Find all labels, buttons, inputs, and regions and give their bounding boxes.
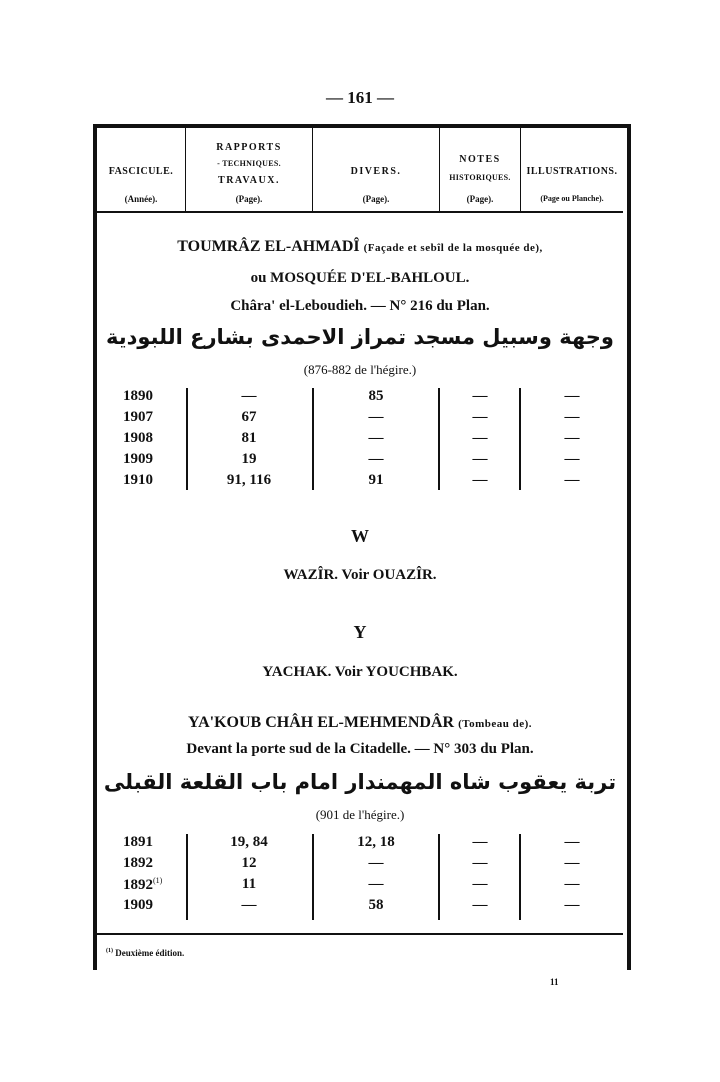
cell-divers: 58 [368,897,384,913]
cell-notes: — [472,430,488,446]
entry1-line3: Châra' el-Leboudieh. — N° 216 du Plan. [230,298,490,314]
header-notes-line2: HISTORIQUES. [449,173,511,182]
signature-mark: 11 [550,977,559,987]
cell-notes: — [472,855,488,871]
cell-tech: 19 [241,451,257,467]
entry1-title-smallcaps: (Façade et sebîl de la mosquée de), [363,242,543,254]
header-illustrations [521,128,623,211]
header-notes-sub: (Page). [466,194,494,204]
section-letter-w: W [351,526,369,546]
section-y-text: YACHAK. Voir YOUCHBAK. [262,664,458,680]
cell-ill: — [564,855,580,871]
entry1-title [97,238,623,256]
header-fascicule-sub: (Année). [124,194,158,204]
cell-notes: — [472,834,488,850]
header-divers-sub: (Page). [362,194,390,204]
cell-year: 1892 [123,855,153,871]
table-row [97,388,623,410]
cell-year: 1909 [123,451,153,467]
table-row [97,451,623,473]
entry2-line2: Devant la porte sud de la Citadelle. — N° 303 du Plan. [186,741,534,757]
footnote-mark: (1) [153,876,163,885]
cell-divers: — [368,876,384,892]
cell-notes: — [472,451,488,467]
cell-notes: — [472,897,488,913]
section-letter-y: Y [353,622,367,642]
cell-divers: 12, 18 [357,834,395,850]
header-illustrations-label: ILLUSTRATIONS. [526,166,618,177]
cell-year: 1910 [123,472,153,488]
cell-notes: — [472,472,488,488]
cell-year: 1908 [123,430,153,446]
header-divers [313,128,439,211]
cell-ill: — [564,388,580,404]
cell-tech: — [241,388,257,404]
entry2-title-smallcaps: (Tombeau de). [458,718,533,730]
cell-ill: — [564,834,580,850]
header-divers-label: DIVERS. [350,166,402,177]
header-notes-line1: NOTES [459,154,501,165]
footnote-text: Deuxième édition. [115,948,185,958]
cell-year-text: 1892 [123,877,153,893]
table-row [97,430,623,452]
entry1-line2: ou MOSQUÉE D'EL-BAHLOUL. [250,270,470,286]
footnote-mark: (1) [106,948,113,954]
header-notes [440,128,520,211]
table-row [97,855,623,877]
cell-divers: — [368,430,384,446]
footnote [106,948,184,958]
cell-tech: 91, 116 [226,472,272,488]
entry2-title-main: YA'KOUB CHÂH EL-MEHMENDÂR [187,714,455,731]
cell-ill: — [564,897,580,913]
header-rapports-line2: - TECHNIQUES. [217,159,281,168]
entry2-hegire: (901 de l'hégire.) [315,807,405,822]
cell-ill: — [564,472,580,488]
cell-notes: — [472,388,488,404]
cell-divers: — [368,451,384,467]
cell-year: 1907 [123,409,153,425]
cell-tech: — [241,897,257,913]
table-row [97,834,623,856]
cell-tech: 67 [241,409,257,425]
footnote-rule [97,933,623,935]
cell-tech: 81 [241,430,257,446]
cell-divers: — [368,855,384,871]
cell-year-text: 1891 [123,834,153,850]
cell-notes: — [472,876,488,892]
table-row [97,876,623,898]
section-w-text: WAZÎR. Voir OUAZÎR. [283,567,437,583]
cell-notes: — [472,409,488,425]
entry1-title-main: TOUMRÂZ EL-AHMADÎ [177,238,360,255]
cell-tech: 11 [241,876,257,892]
entry2-arabic: تربة يعقوب شاه المهمندار امام باب القلعة القبلى [103,770,617,794]
entry2-title [97,714,623,732]
entry1-arabic: وجهة وسبيل مسجد تمراز الاحمدى بشارع اللبودية [106,325,614,349]
cell-year [123,834,153,851]
cell-ill: — [564,876,580,892]
header-rapports-line3: TRAVAUX. [218,175,280,186]
cell-year: 1890 [123,388,153,404]
header-rapports-line1: RAPPORTS [216,142,282,153]
header-fascicule [97,128,185,211]
cell-ill: — [564,451,580,467]
cell-tech: 19, 84 [230,834,268,850]
cell-year: 1909 [123,897,153,913]
header-rapports [186,128,312,211]
header-bottom-rule [97,211,623,213]
entry1-hegire: (876-882 de l'hégire.) [303,362,417,377]
header-rapports-sub: (Page). [235,194,263,204]
cell-ill: — [564,409,580,425]
table-row [97,409,623,431]
cell-tech: 12 [241,855,257,871]
cell-divers: 85 [368,388,384,404]
cell-year [123,876,162,894]
table-row [97,472,623,494]
header-illustrations-sub: (Page ou Planche). [540,194,604,203]
header-fascicule-label: FASCICULE. [108,166,174,177]
cell-ill: — [564,430,580,446]
table-row [97,897,623,919]
cell-divers: 91 [368,472,384,488]
page-number: — 161 — [326,88,394,107]
cell-divers: — [368,409,384,425]
